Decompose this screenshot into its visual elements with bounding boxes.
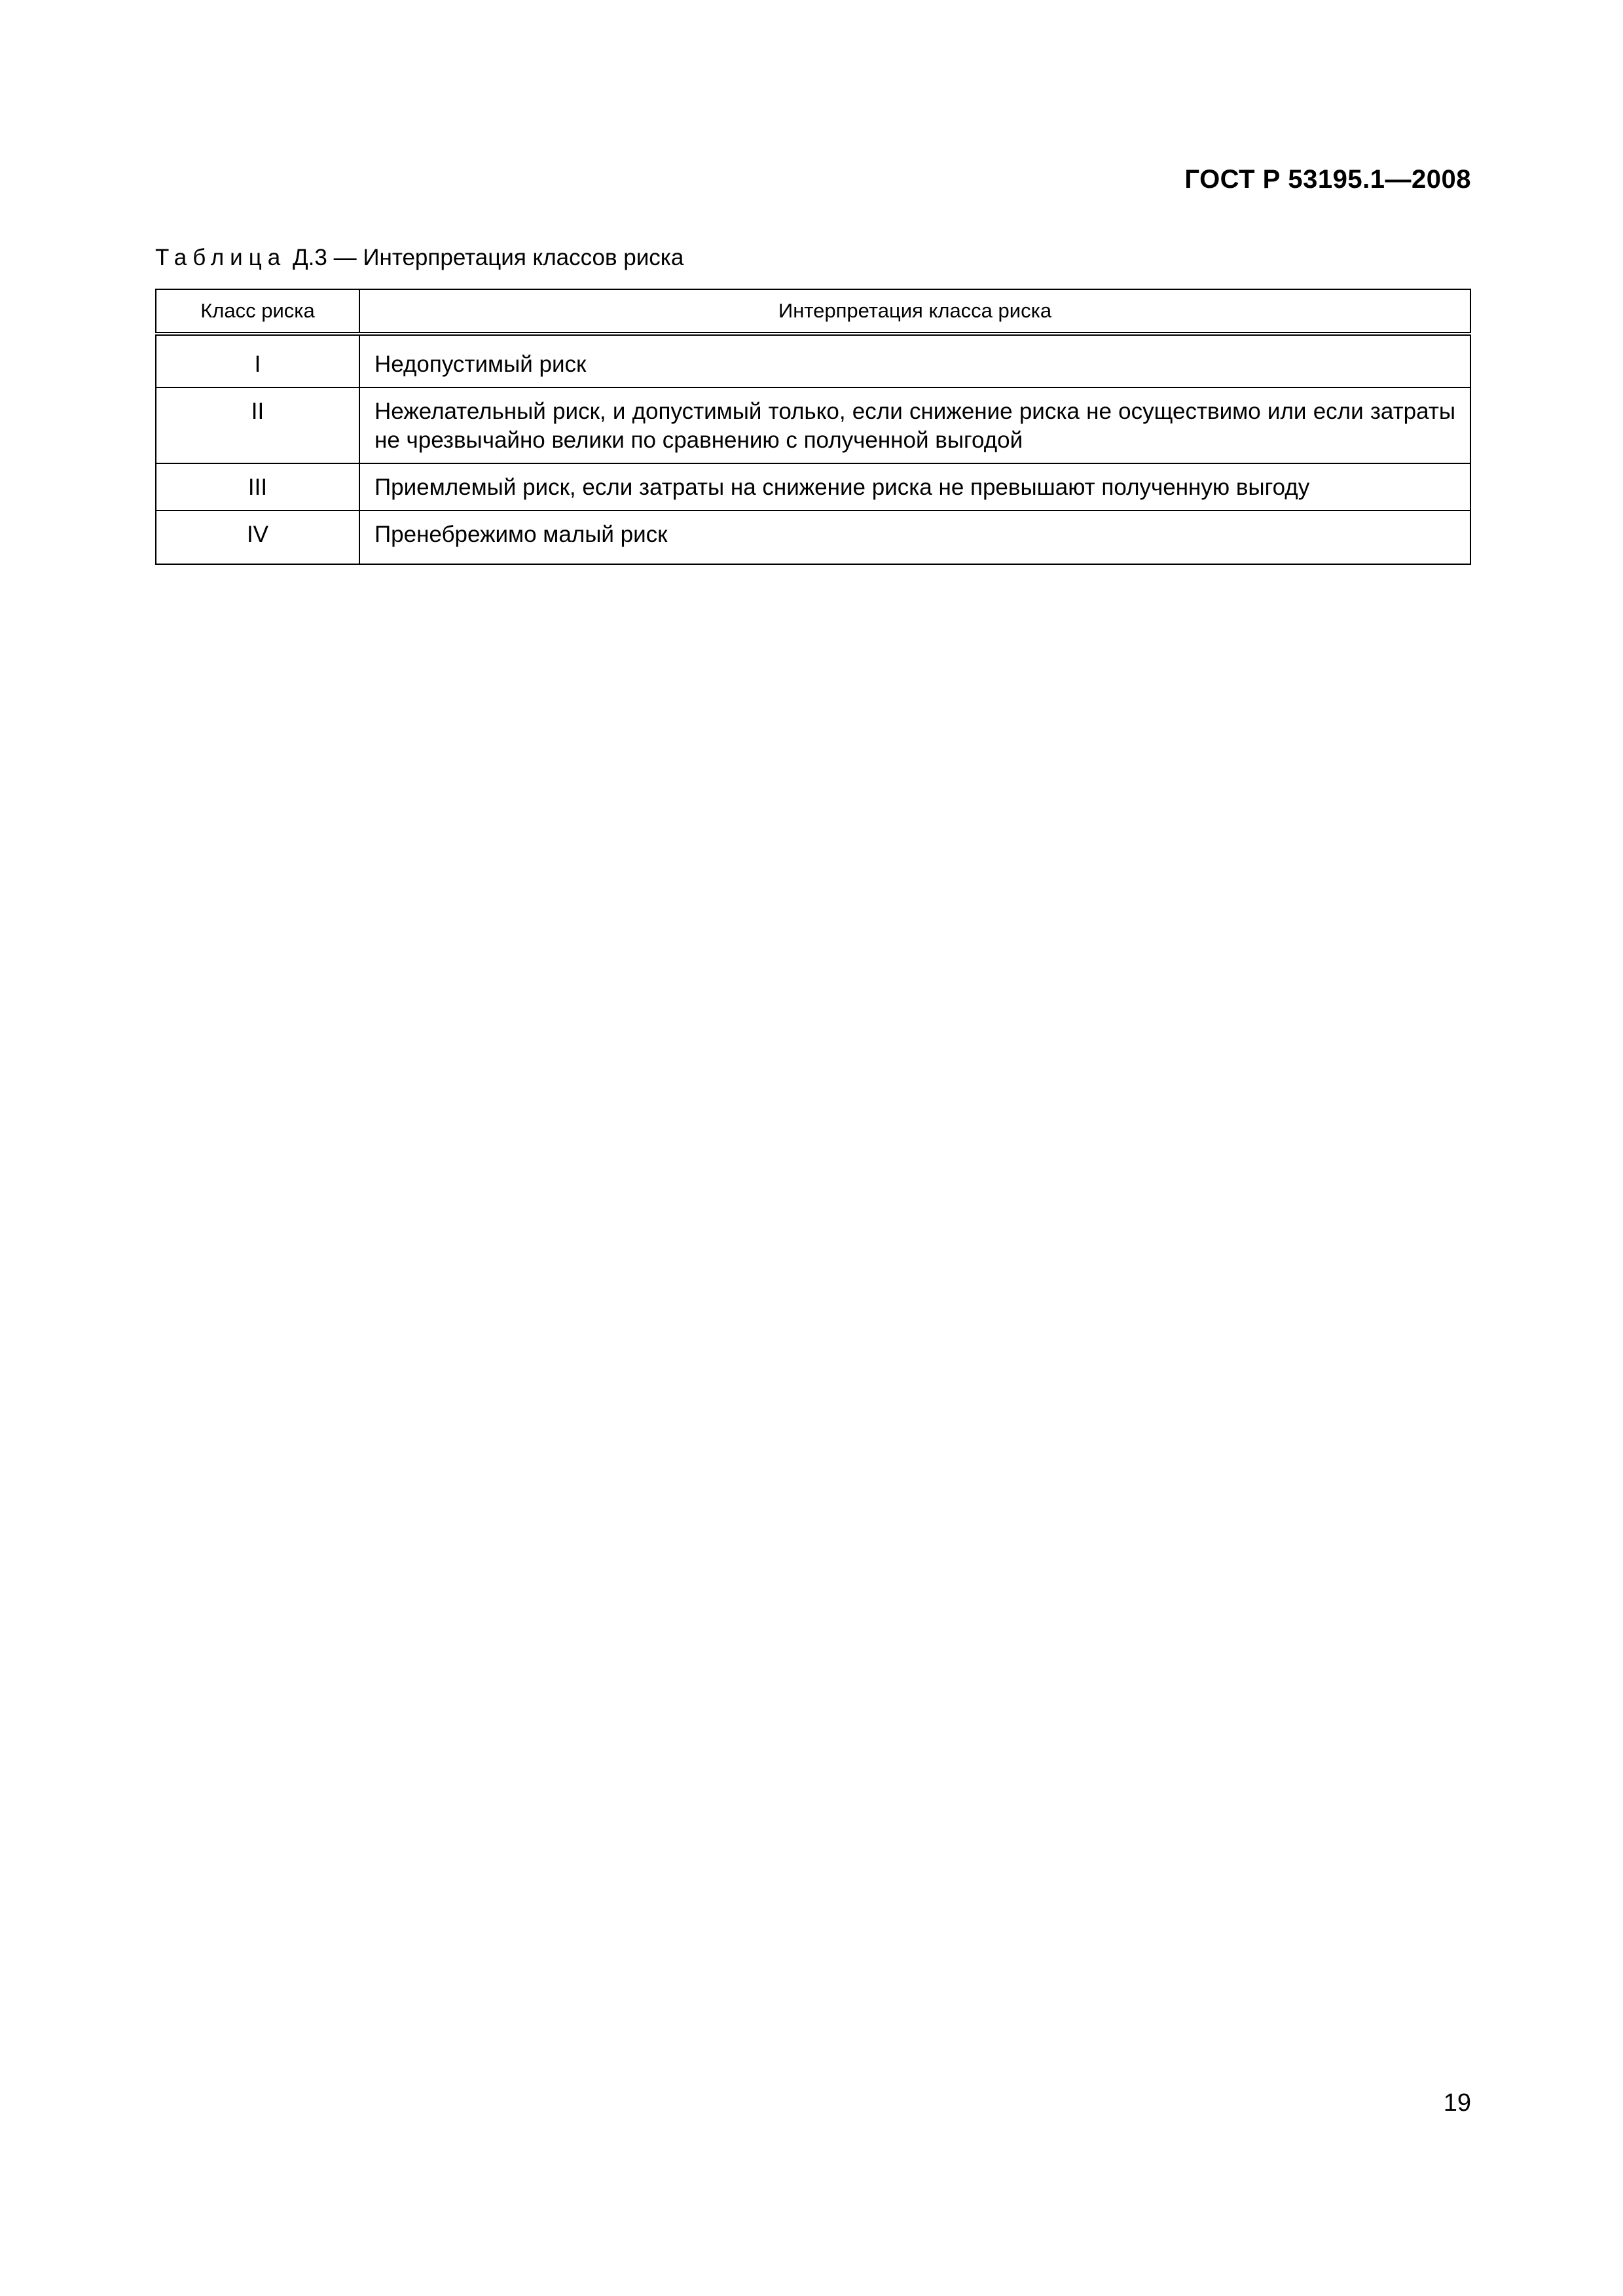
table-caption-dash: — (333, 245, 357, 270)
table-caption-label: Таблица (155, 245, 287, 270)
document-number: ГОСТ Р 53195.1—2008 (1184, 165, 1471, 194)
table-caption (155, 245, 684, 271)
page-number: 19 (1443, 2089, 1471, 2117)
interpretation-cell: Нежелательный риск, и допустимый только, если снижение риска не осуществимо или если затраты не чрезвычайно велики по сравнению с полученной выгодой (359, 387, 1470, 463)
risk-class-cell: IV (156, 511, 359, 564)
table-row (156, 334, 1470, 387)
risk-class-cell: III (156, 463, 359, 511)
interpretation-cell: Пренебрежимо малый риск (359, 511, 1470, 564)
risk-class-table (155, 289, 1471, 565)
interpretation-cell: Недопустимый риск (359, 334, 1470, 387)
column-header-interpretation: Интерпретация класса риска (359, 289, 1470, 334)
table-caption-title: Интерпретация классов риска (363, 245, 684, 270)
table-row (156, 463, 1470, 511)
risk-class-cell: II (156, 387, 359, 463)
table-row (156, 387, 1470, 463)
interpretation-cell: Приемлемый риск, если затраты на снижение риска не превышают полученную выгоду (359, 463, 1470, 511)
table-caption-number: Д.3 (292, 245, 327, 270)
risk-class-cell: I (156, 334, 359, 387)
table-header-row (156, 289, 1470, 334)
column-header-risk-class: Класс риска (156, 289, 359, 334)
table-row (156, 511, 1470, 564)
